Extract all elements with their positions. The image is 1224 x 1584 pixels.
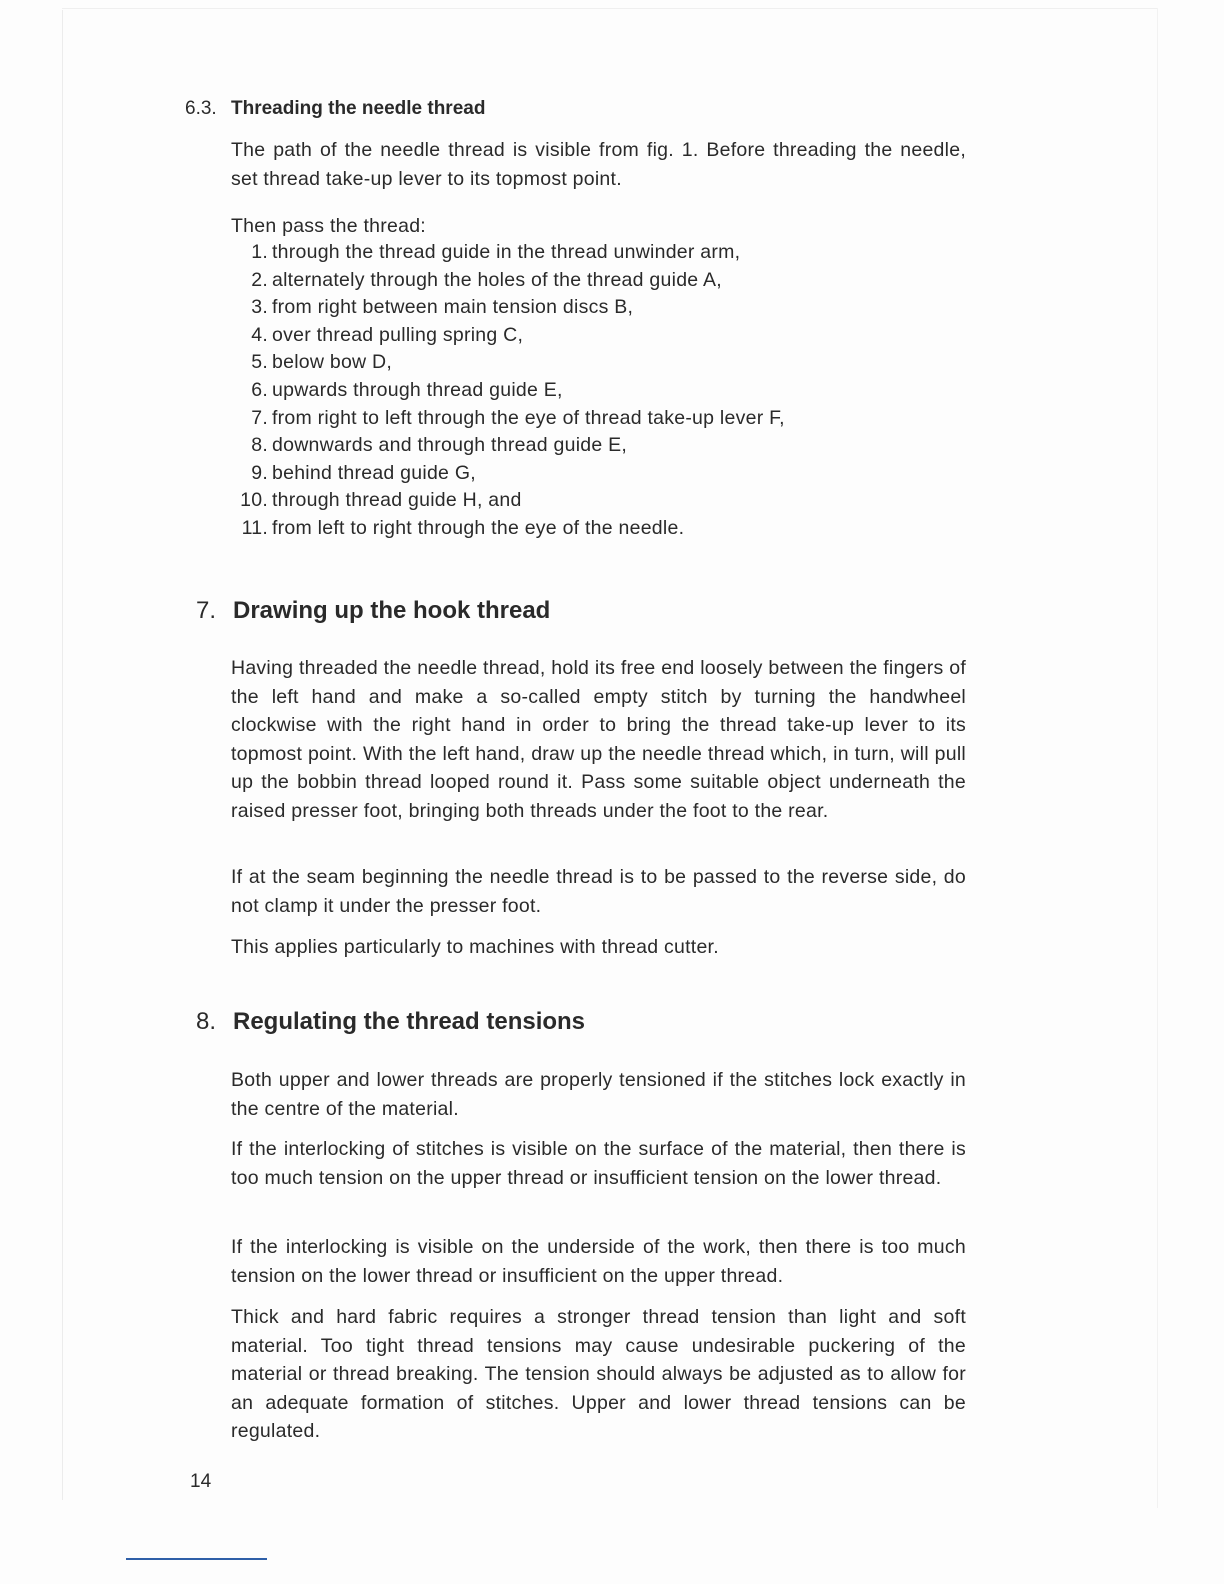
threading-step [228,239,878,267]
section-7-paragraph-2: If at the seam beginning the needle thread is to be passed to the reverse side, do not clamp it under the presser foot. [231,866,966,917]
threading-step [228,294,878,322]
section-title: Regulating the thread tensions [233,1008,586,1035]
threading-step [228,460,878,488]
step-number: 5. [251,351,268,374]
threading-step [228,432,878,460]
subsection-title: Threading the needle thread [231,98,486,119]
scan-edge-left [62,10,63,1500]
step-text: upwards through thread guide E, [272,378,563,401]
threading-step [228,267,878,295]
step-text: from right to left through the eye of thread take-up lever F, [272,406,785,429]
step-text: downwards and through thread guide E, [272,434,628,457]
section-7-paragraph-3: This applies particularly to machines with thread cutter. [231,936,719,958]
step-text: over thread pulling spring C, [272,323,524,346]
section-8-heading [196,1007,585,1037]
section-number: 7. [196,597,217,624]
section-8-paragraph-2: If the interlocking of stitches is visible on the surface of the material, then there is too much tension on the upper thread or insufficient tension on the lower thread. [231,1138,966,1189]
step-text: from right between main tension discs B, [272,296,634,319]
scan-edge-top [62,8,1157,9]
step-number: 9. [251,461,268,484]
threading-step [228,515,878,543]
page-number: 14 [190,1471,212,1492]
section-title: Drawing up the hook thread [233,597,551,624]
threading-lead-text: Then pass the thread: [231,215,426,237]
section-number: 8. [196,1008,217,1035]
threading-intro-paragraph: The path of the needle thread is visible from fig. 1. Before threading the needle, set thread take-up lever to its topmost point. [231,139,966,190]
step-text: from left to right through the eye of the needle. [272,516,685,539]
step-number: 8. [251,434,268,457]
step-text: through the thread guide in the thread unwinder arm, [272,241,741,263]
step-text: behind thread guide G, [272,461,476,484]
step-text: alternately through the holes of the thread guide A, [272,268,722,291]
section-8-paragraph-4: Thick and hard fabric requires a stronger thread tension than light and soft material. Too tight thread tensions may cause undesirable puckering of the material or thread breaking. The tension should always be adjusted as to allow for an adequate formation of stitches. Upper and lower thread tensions can be regulated. [231,1306,966,1442]
subsection-6-3-heading [185,97,485,121]
step-number: 1. [251,241,268,263]
threading-step [228,377,878,405]
step-number: 4. [251,323,268,346]
section-8-paragraph-1: Both upper and lower threads are properly tensioned if the stitches lock exactly in the centre of the material. [231,1069,966,1120]
threading-step [228,487,878,515]
step-text: below bow D, [272,351,393,374]
step-number: 3. [251,296,268,319]
threading-steps-list [228,239,878,543]
subsection-number: 6.3. [185,98,217,119]
threading-step [228,349,878,377]
step-number: 10. [240,489,268,512]
section-7-heading [196,596,550,626]
scan-edge-right [1157,8,1158,1508]
section-8-paragraph-3: If the interlocking is visible on the underside of the work, then there is too much tension on the lower thread or insufficient on the upper thread. [231,1236,966,1287]
step-text: through thread guide H, and [272,489,522,512]
step-number: 11. [241,516,268,539]
bottom-rule-line [126,1558,267,1560]
threading-step [228,405,878,433]
step-number: 7. [251,406,268,429]
threading-step [228,322,878,350]
step-number: 2. [251,268,268,291]
section-7-paragraph-1: Having threaded the needle thread, hold its free end loosely between the fingers of the left hand and make a so-called empty stitch by turning the handwheel clockwise with the right hand in order to bring the thread take-up lever to its topmost point. With the left hand, draw up the needle thread which, in turn, will pull up the bobbin thread looped round it. Pass some suitable object underneath the raised presser foot, bringing both threads under the foot to the rear. [231,657,966,822]
step-number: 6. [251,378,268,401]
